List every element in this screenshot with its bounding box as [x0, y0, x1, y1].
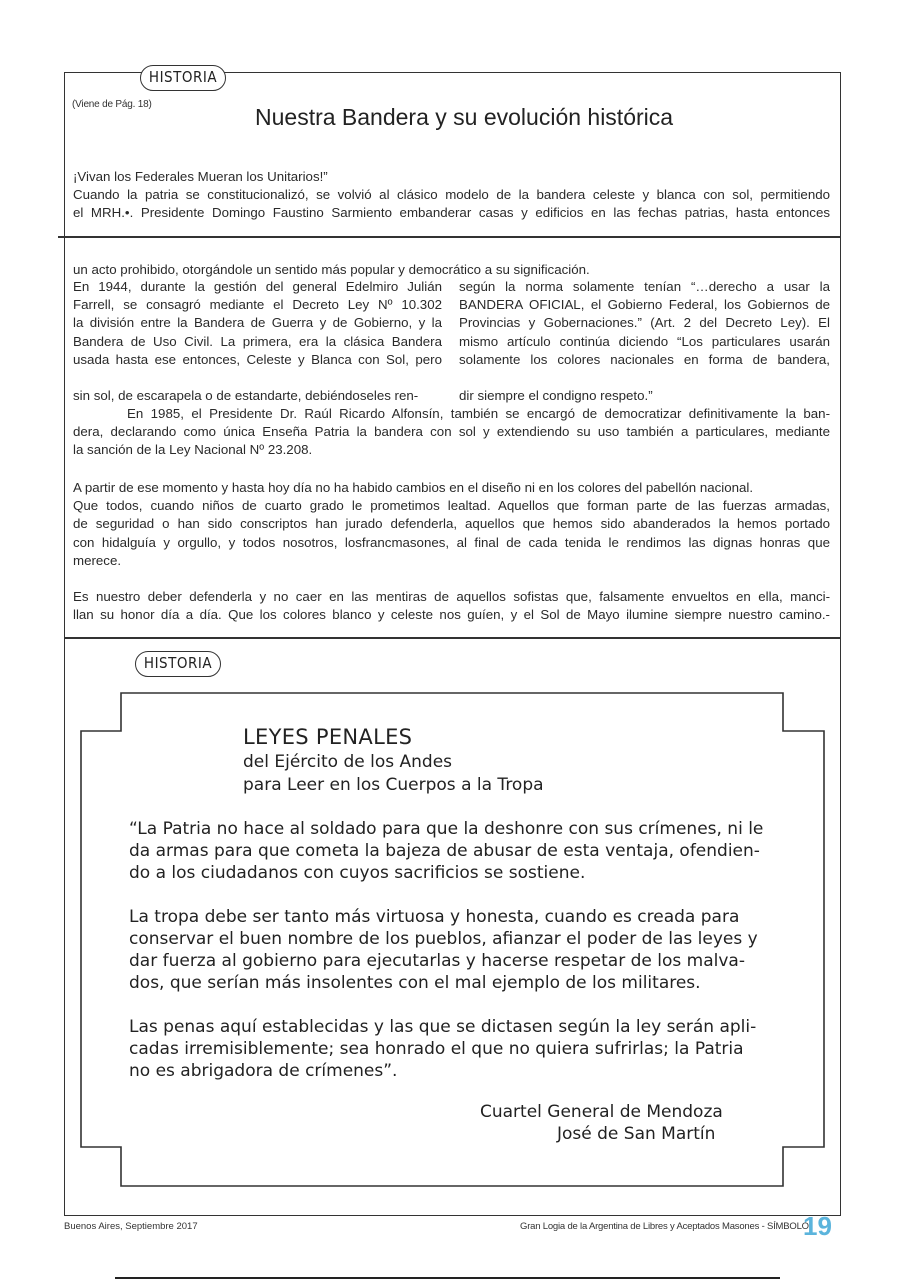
text-line: merece.	[73, 552, 122, 568]
section-tag-historia: HISTORIA	[140, 65, 226, 91]
text-line: dir siempre el condigno respeto.”	[459, 388, 653, 403]
text-line: Cuando la patria se constitucionalizó, se volvió al clásico modelo de la bandera celeste y blanca con sol, permitiendo	[73, 187, 830, 203]
text-line: según la norma solamente tenían “…derecho a usar la	[459, 279, 830, 294]
signature-name: José de San Martín	[557, 1124, 716, 1144]
text-line: conservar el buen nombre de los pueblos, afianzar el poder de las leyes y	[129, 929, 758, 949]
text-line: de seguridad o han sido conscriptos han jurado defenderla, aquellos que hemos sido abanderados la hemos portado	[73, 516, 830, 532]
signature-place: Cuartel General de Mendoza	[480, 1102, 723, 1122]
text-line: Las penas aquí establecidas y las que se dictasen según la ley serán apli-	[129, 1017, 757, 1037]
law-paragraph	[129, 1016, 771, 1082]
text-line: Provincias y Gobernaciones.” (Art. 2 del Decreto Ley). El	[459, 315, 830, 331]
text-line: Que todos, cuando niños de cuarto grado le prometimos lealtad. Aquellos que forman parte de las fuerzas armadas,	[73, 498, 830, 514]
text-line: sin sol, de escarapela o de estandarte, debiéndoseles ren-	[73, 388, 419, 403]
text-line: usada hasta ese entonces, Celeste y Blanca con Sol, pero	[73, 351, 442, 367]
text-line: A partir de ese momento y hasta hoy día no ha habido cambios en el diseño ni en los colores del pabellón nacional.	[73, 480, 754, 495]
text-line: dos, que serían más insolentes con el mal ejemplo de los militares.	[129, 973, 701, 993]
text-line: cadas irremisiblemente; sea honrado el que no quiera sufrirlas; la Patria	[129, 1039, 744, 1059]
law-subheading: para Leer en los Cuerpos a la Tropa	[243, 775, 544, 795]
page-number: 19	[803, 1211, 832, 1241]
text-line: do a los ciudadanos con cuyos sacrificios se sostiene.	[129, 863, 586, 883]
footer-date: Buenos Aires, Septiembre 2017	[64, 1221, 198, 1232]
text-line: dera, declarando como única Enseña Patria la bandera con sol y extendiendo su uso también a particulares, mediante	[73, 424, 830, 440]
text-line: Es nuestro deber defenderla y no caer en las mentiras de aquellos sofistas que, falsamente envueltos en ella, manci-	[73, 589, 830, 604]
text-line: BANDERA OFICIAL, el Gobierno Federal, los Gobiernos de	[459, 297, 830, 313]
text-line: no es abrigadora de crímenes”.	[129, 1061, 398, 1081]
section-tag-historia: HISTORIA	[135, 651, 221, 677]
text-line: “La Patria no hace al soldado para que la deshonre con sus crímenes, ni le	[129, 819, 764, 839]
text-line: llan su honor día a día. Que los colores blanco y celeste nos guíen, y el Sol de Mayo ilumine siempre nuestro camino.-	[73, 607, 830, 623]
law-heading: LEYES PENALES	[243, 725, 413, 749]
footer-rule	[115, 1277, 780, 1279]
text-line: En 1985, el Presidente Dr. Raúl Ricardo Alfonsín, también se encargó de democratizar definitivamente la ban-	[127, 406, 830, 421]
text-line: la sanción de la Ley Nacional Nº 23.208.	[73, 442, 313, 458]
article-title: Nuestra Bandera y su evolución histórica	[255, 104, 674, 130]
text-line: Farrell, se consagró mediante el Decreto Ley Nº 10.302	[73, 297, 442, 313]
law-subheading: del Ejército de los Andes	[243, 752, 453, 772]
text-line: un acto prohibido, otorgándole un sentido más popular y democrático a su significación.	[73, 262, 590, 277]
law-paragraph	[129, 906, 771, 994]
continued-from-note: (Viene de Pág. 18)	[72, 99, 152, 110]
text-line: da armas para que cometa la bajeza de abusar de esta ventaja, ofendien-	[129, 841, 760, 861]
text-line: mismo artículo continúa diciendo “Los particulares usarán	[459, 333, 830, 349]
text-line: el MRH.•. Presidente Domingo Faustino Sarmiento embanderar casas y edificios en las fechas patrias, hasta entonces	[73, 205, 830, 221]
text-line: En 1944, durante la gestión del general Edelmiro Julián	[73, 279, 442, 294]
text-line: la división entre la Bandera de Guerra y de Gobierno, y la	[73, 315, 442, 331]
footer-publication: Gran Logia de la Argentina de Libres y Aceptados Masones - SÍMBOLO	[520, 1221, 809, 1232]
text-line: dar fuerza al gobierno para ejecutarlas y hacerse respetar de los malva-	[129, 951, 745, 971]
law-paragraph	[129, 818, 771, 884]
text-line: con hidalguía y orgullo, y todos nosotros, losfrancmasones, al final de cada tenida le rendimos las dignas honras que	[73, 534, 830, 550]
text-line: solamente los colores nacionales en forma de bandera,	[459, 351, 830, 367]
text-line: ¡Vivan los Federales Mueran los Unitarios!”	[73, 169, 328, 184]
text-line: Bandera de Uso Civil. La primera, era la clásica Bandera	[73, 333, 442, 349]
text-line: La tropa debe ser tanto más virtuosa y honesta, cuando es creada para	[129, 907, 740, 927]
